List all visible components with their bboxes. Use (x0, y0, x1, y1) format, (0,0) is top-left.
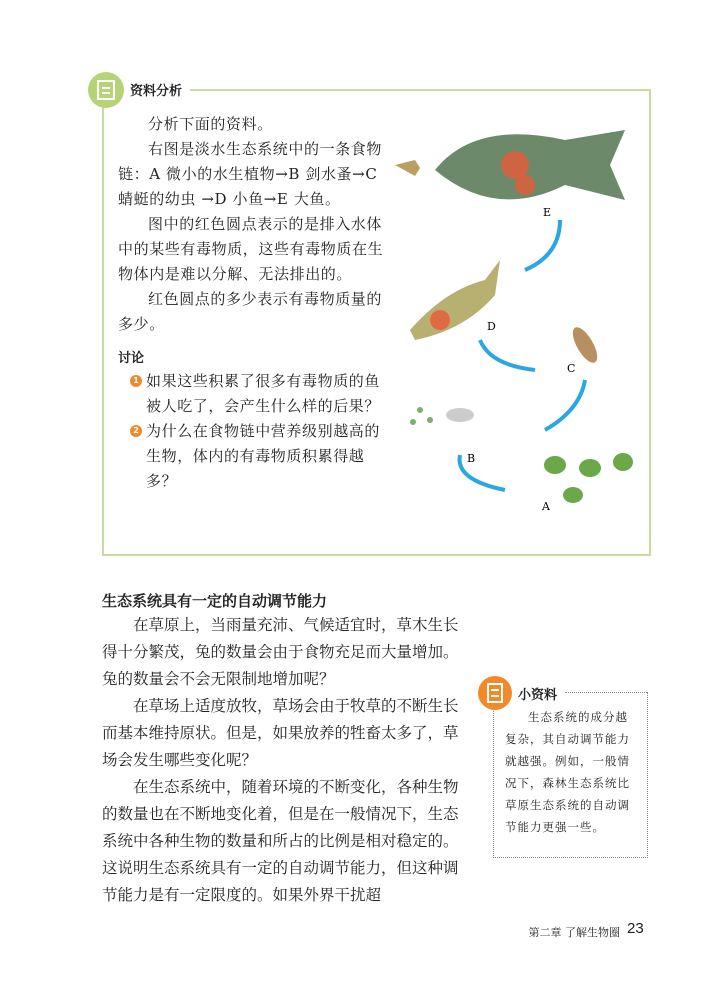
label-a: A (542, 500, 550, 513)
body-paragraph: 在草场上适度放牧，草场会由于牧草的不断生长而基本维持原状。但是，如果放养的牲畜太多了，草场会发生哪些变化呢？ (102, 697, 459, 769)
question-text: 为什么在食物链中营养级别越高的生物，体内的有毒物质积累得越多？ (146, 422, 381, 490)
question-1 (130, 369, 390, 419)
arrow-icon (460, 220, 585, 490)
body-paragraph: 在生态系统中，随着环境的不断变化，各种生物的数量也在不断地变化着，但是在一般情况下，生态系统中各种生物的数量和所占的比例是相对稳定的。这说明生态系统具有一定的自动调节能力，但这种调节能力是有一定限度的。如果外界干扰超 (102, 778, 459, 904)
label-c: C (567, 362, 576, 375)
discussion-title: 讨论 (118, 351, 145, 366)
page-number: 23 (627, 920, 644, 937)
analysis-paragraph: 分析下面的资料。 (148, 115, 273, 133)
question-2 (130, 419, 390, 494)
analysis-paragraph: 右图是淡水生态系统中的一条食物链：A 微小的水生植物→B 剑水蚤→C 蜻蜓的幼虫 →D 小鱼→E 大鱼。 (118, 140, 383, 208)
body-paragraph: 在草原上，当雨量充沛、气候适宜时，草木生长得十分繁茂，兔的数量会由于食物充足而大量增加。兔的数量会不会无限制地增加呢？ (102, 616, 459, 688)
question-text: 如果这些积累了很多有毒物质的鱼被人吃了，会产生什么样的后果？ (146, 372, 381, 415)
copepod-b (410, 407, 474, 425)
section-body (102, 612, 472, 909)
dragonfly-larva-c (568, 324, 602, 367)
label-b: B (467, 452, 476, 465)
number-badge: 1 (130, 375, 142, 387)
sidebar-top-border (565, 692, 647, 693)
big-fish-e (395, 130, 625, 200)
notebook-icon (88, 72, 124, 108)
box-top-border (190, 89, 649, 91)
document-icon (478, 676, 512, 710)
water-plants-a (544, 453, 633, 503)
analysis-paragraph: 图中的红色圆点表示的是排入水体中的某些有毒物质，这些有毒物质在生物体内是难以分解、无法排出的。 (118, 215, 384, 283)
number-badge: 2 (130, 425, 142, 437)
label-e: E (543, 206, 552, 219)
sidebar-title: 小资料 (518, 688, 558, 703)
analysis-text (118, 112, 390, 337)
food-chain-illustration (395, 110, 645, 530)
sidebar-text (505, 706, 640, 838)
box-content (118, 112, 390, 494)
label-d: D (487, 320, 496, 333)
chapter-footer: 第二章 了解生物圈 (528, 926, 620, 939)
analysis-paragraph: 红色圆点的多少表示有毒物质量的多少。 (118, 290, 383, 333)
box-title: 资料分析 (130, 84, 183, 99)
sidebar-paragraph: 生态系统的成分越复杂，其自动调节能力就越强。例如，一般情况下，森林生态系统比草原生态系统的自动调节能力更强一些。 (505, 710, 630, 834)
section-heading: 生态系统具有一定的自动调节能力 (102, 592, 328, 610)
